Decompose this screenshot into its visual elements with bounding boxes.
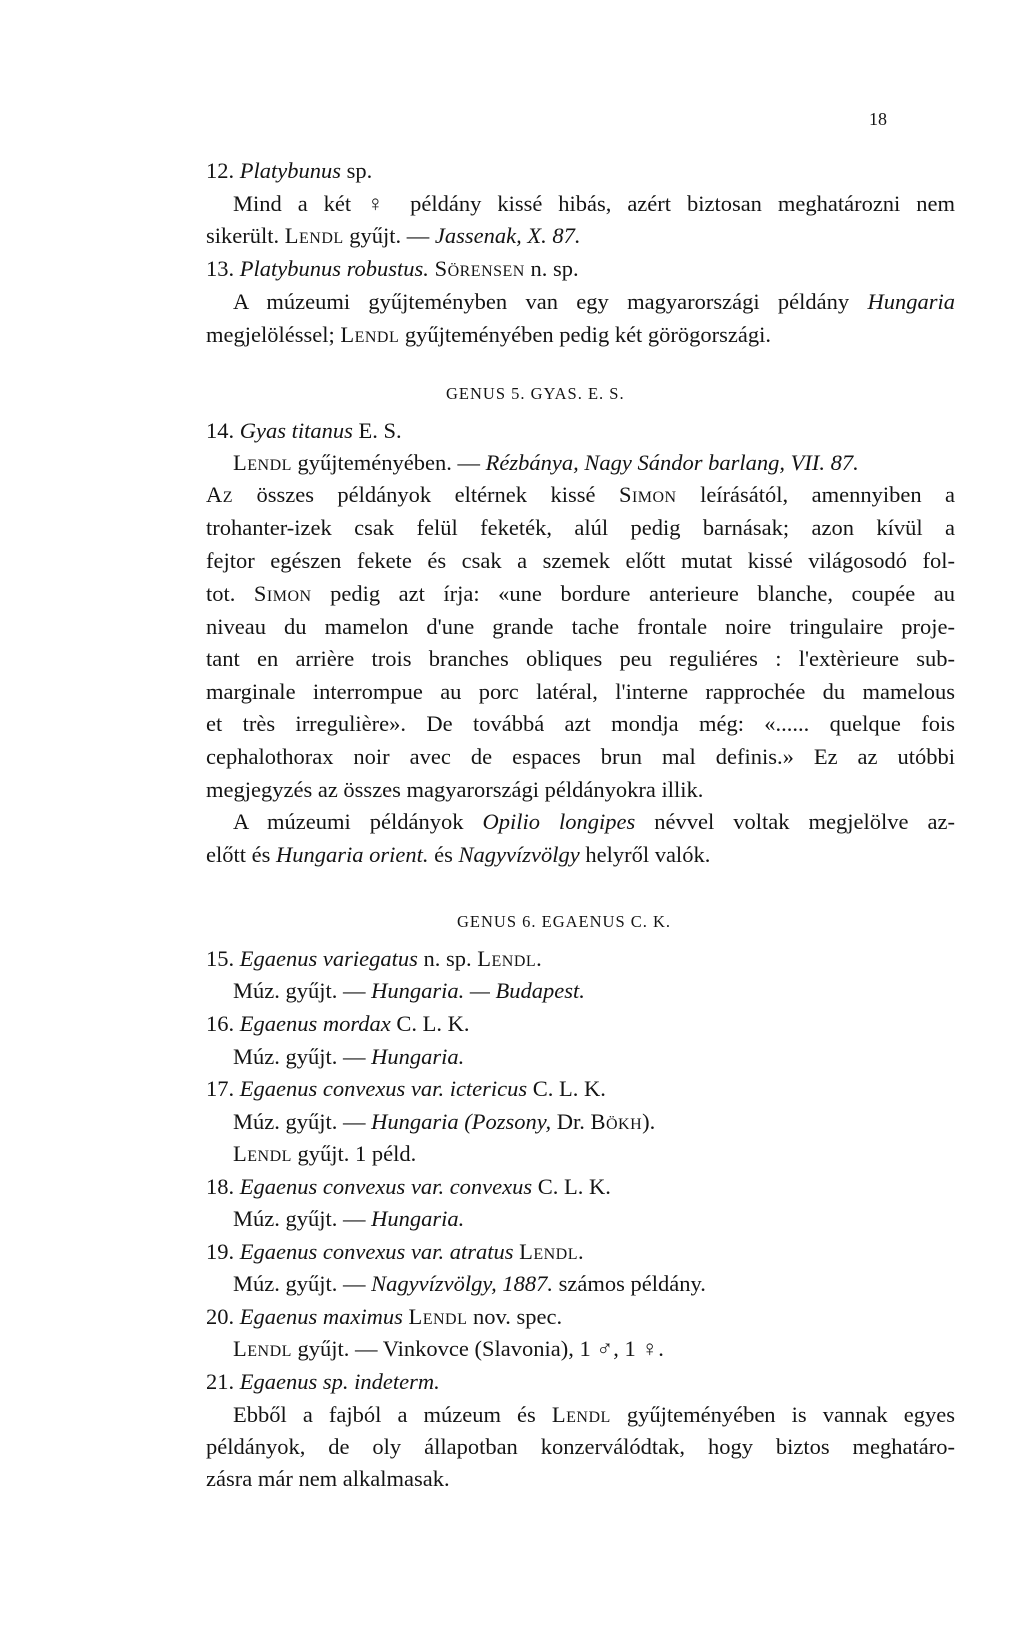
text-run: sikerült. xyxy=(206,223,285,248)
text-line xyxy=(206,1371,440,1394)
italic-text: Egaenus maximus xyxy=(239,1304,403,1329)
small-caps-name: Lendl. xyxy=(477,946,543,971)
italic-text: Hungaria orient. xyxy=(275,842,429,867)
text-line xyxy=(206,713,955,736)
text-run: niveau du mamelon d'une grande tache frontale noire tringulaire proje- xyxy=(206,614,955,639)
text-run: 13. xyxy=(206,256,240,281)
text-line xyxy=(206,648,955,671)
text-run: 17. xyxy=(206,1076,240,1101)
text-line xyxy=(233,1338,664,1361)
text-run: gyűjteményében. — xyxy=(291,450,486,475)
text-run: megjelöléssel; xyxy=(206,322,341,347)
text-line xyxy=(233,811,955,834)
small-caps-name: Simon xyxy=(618,482,677,507)
text-line xyxy=(233,1404,955,1427)
text-run: E. S. xyxy=(352,418,402,443)
text-line xyxy=(206,420,402,443)
text-run: összes példányok eltérnek kissé xyxy=(233,482,619,507)
text-run: Múz. gyűjt. — xyxy=(233,978,372,1003)
italic-text: Hungaria. xyxy=(371,1206,465,1231)
text-run: példányok, de oly állapotban konzerválódtak, hogy biztos meghatáro- xyxy=(206,1434,955,1459)
small-caps-name: Lendl. xyxy=(519,1239,585,1264)
text-run: A múzeumi gyűjteményben van egy magyarországi példány xyxy=(233,289,868,314)
text-line xyxy=(206,225,581,248)
text-line xyxy=(206,746,955,769)
text-line xyxy=(206,1013,470,1036)
small-caps-name: Sörensen xyxy=(434,256,525,281)
text-line xyxy=(206,1468,450,1491)
small-caps-name: Bökh xyxy=(590,1109,643,1134)
text-run: pedig azt írja: «une bordure anterieure blanche, coupée au xyxy=(311,581,955,606)
text-line xyxy=(206,1241,584,1264)
text-run: előtt és xyxy=(206,842,276,867)
text-run: 14. xyxy=(206,418,240,443)
text-run: fejtor egészen fekete és csak a szemek előtt mutat kissé világosodó fol- xyxy=(206,548,955,573)
text-run: 20. xyxy=(206,1304,240,1329)
small-caps-name: Lendl xyxy=(408,1304,468,1329)
text-run: GENUS 5. GYAS. E. S. xyxy=(446,384,625,403)
small-caps-name: Lendl xyxy=(233,1141,292,1166)
text-run: marginale interrompue au porc latéral, l'interne rapprochée du mamelous xyxy=(206,679,955,704)
italic-text: Rézbánya, Nagy Sándor barlang, VII. 87. xyxy=(485,450,859,475)
text-run: zásra már nem alkalmasak. xyxy=(206,1466,450,1491)
text-run: Múz. gyűjt. — xyxy=(233,1206,372,1231)
italic-text: Hungaria (Pozsony, xyxy=(371,1109,552,1134)
page-number: 18 xyxy=(869,109,887,129)
text-run: 19. xyxy=(206,1239,240,1264)
text-run: gyűjteményében is vannak egyes xyxy=(610,1402,955,1427)
text-run: C. L. K. xyxy=(532,1174,611,1199)
text-run: cephalothorax noir avec de espaces brun mal definis.» Ez az utóbbi xyxy=(206,744,955,769)
text-run: helyről valók. xyxy=(579,842,711,867)
italic-text: Gyas titanus xyxy=(239,418,353,443)
text-line xyxy=(233,1273,706,1296)
italic-text: Hungaria. — Budapest. xyxy=(371,978,585,1003)
text-run: Ebből a fajból a múzeum és xyxy=(233,1402,552,1427)
text-line xyxy=(206,484,955,507)
small-caps-name: Az xyxy=(206,482,234,507)
text-run: 16. xyxy=(206,1011,240,1036)
text-line xyxy=(206,948,542,971)
text-run: et très irregulière». De továbbá azt mondja még: «...... quelque fois xyxy=(206,711,955,736)
text-line xyxy=(206,550,955,573)
text-line xyxy=(206,1306,562,1329)
text-run: leírásától, amennyiben a xyxy=(676,482,955,507)
text-line xyxy=(206,324,771,347)
text-line xyxy=(206,844,710,867)
text-run: gyűjt. — Vinkovce (Slavonia), 1 ♂, 1 ♀. xyxy=(291,1336,664,1361)
text-run: 12. xyxy=(206,158,240,183)
italic-text: Opilio longipes xyxy=(482,809,636,834)
italic-text: Platybunus robustus. xyxy=(239,256,429,281)
text-run: C. L. K. xyxy=(527,1076,606,1101)
text-run: gyűjteményében pedig két görögországi. xyxy=(399,322,772,347)
text-run: gyűjt. — xyxy=(343,223,435,248)
text-run: 15. xyxy=(206,946,240,971)
text-run: és xyxy=(428,842,459,867)
small-caps-name: Lendl xyxy=(233,1336,292,1361)
text-line xyxy=(233,452,859,475)
italic-text: Jassenak, X. 87. xyxy=(434,223,581,248)
italic-text: Platybunus xyxy=(239,158,341,183)
text-run: C. L. K. xyxy=(390,1011,470,1036)
text-run: Dr. xyxy=(551,1109,591,1134)
text-line xyxy=(233,291,955,314)
text-line xyxy=(233,1046,464,1069)
text-run: Múz. gyűjt. — xyxy=(233,1044,372,1069)
text-run: megjegyzés az összes magyarországi példányokra illik. xyxy=(206,777,704,802)
text-line xyxy=(206,583,955,606)
text-run: Mind a két ♀ példány kissé hibás, azért biztosan meghatározni nem xyxy=(233,191,955,216)
text-run: trohanter-izek csak felül feketék, alúl pedig barnásak; azon kívül a xyxy=(206,515,955,540)
genus-heading xyxy=(446,386,625,403)
text-run: Múz. gyűjt. — xyxy=(233,1109,372,1134)
small-caps-name: Lendl xyxy=(551,1402,611,1427)
text-run: tant en arrière trois branches obliques peu reguliéres : l'extèrieure sub- xyxy=(206,646,955,671)
italic-text: Egaenus convexus var. atratus xyxy=(239,1239,514,1264)
text-run: 21. xyxy=(206,1369,240,1394)
text-line xyxy=(206,616,955,639)
italic-text: Nagyvízvölgy xyxy=(458,842,580,867)
text-line xyxy=(206,779,703,802)
text-line xyxy=(206,160,372,183)
italic-text: Nagyvízvölgy, 1887. xyxy=(371,1271,553,1296)
text-line xyxy=(206,681,955,704)
small-caps-name: Simon xyxy=(253,581,312,606)
text-run: ). xyxy=(642,1109,656,1134)
italic-text: Egaenus convexus var. ictericus xyxy=(239,1076,528,1101)
small-caps-name: Lendl xyxy=(233,450,292,475)
text-line xyxy=(206,1436,955,1459)
text-run: n. sp. xyxy=(524,256,579,281)
text-line xyxy=(233,1143,416,1166)
text-run: GENUS 6. EGAENUS C. K. xyxy=(457,912,672,931)
text-run: 18. xyxy=(206,1174,240,1199)
small-caps-name: Lendl xyxy=(284,223,344,248)
text-run: sp. xyxy=(341,158,373,183)
text-run: gyűjt. 1 péld. xyxy=(291,1141,417,1166)
text-run: névvel voltak megjelölve az- xyxy=(635,809,955,834)
small-caps-name: Lendl xyxy=(340,322,400,347)
italic-text: Egaenus convexus var. convexus xyxy=(239,1174,533,1199)
text-line xyxy=(233,1208,464,1231)
text-line xyxy=(206,258,579,281)
italic-text: Hungaria. xyxy=(371,1044,465,1069)
text-line xyxy=(233,1111,655,1134)
text-line xyxy=(206,1176,611,1199)
text-run: A múzeumi példányok xyxy=(233,809,483,834)
text-run: számos példány. xyxy=(552,1271,706,1296)
italic-text: Egaenus sp. indeterm. xyxy=(239,1369,440,1394)
italic-text: Hungaria xyxy=(867,289,955,314)
text-run: n. sp. xyxy=(417,946,478,971)
text-run: tot. xyxy=(206,581,254,606)
italic-text: Egaenus variegatus xyxy=(239,946,418,971)
text-line xyxy=(206,1078,606,1101)
genus-heading xyxy=(457,914,671,931)
text-line xyxy=(233,193,955,216)
text-run: Múz. gyűjt. — xyxy=(233,1271,372,1296)
text-run: nov. spec. xyxy=(467,1304,563,1329)
text-line xyxy=(206,517,955,540)
text-line xyxy=(233,980,585,1003)
italic-text: Egaenus mordax xyxy=(239,1011,391,1036)
